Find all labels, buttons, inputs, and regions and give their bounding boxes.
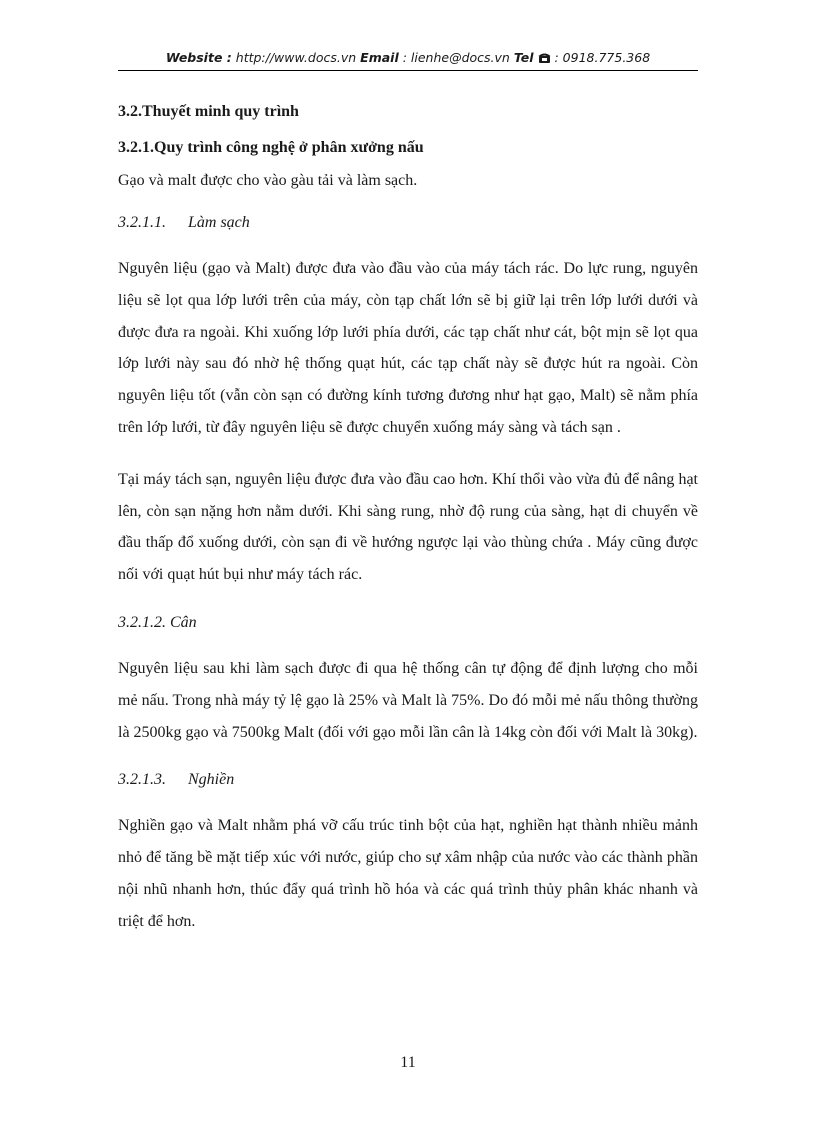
tel-label: Tel (513, 50, 534, 65)
paragraph: Nghiền gạo và Malt nhằm phá vỡ cấu trúc tinh bột của hạt, nghiền hạt thành nhiều mảnh nhỏ để tăng bề mặt tiếp xúc với nước, giúp cho sự xâm nhập của nước vào các thành phần nội nhũ nhanh hơn, thúc đẩy quá trình hồ hóa và các quá trình thủy phân khác nhanh và triệt để hơn. (118, 817, 698, 930)
subsection-heading (118, 770, 698, 790)
website-label: Website : (165, 50, 232, 65)
subsection-number: 3.2.1.1. (118, 214, 166, 231)
email-label: Email (360, 50, 399, 65)
subsection-title: Cân (170, 613, 197, 631)
subsection-number: 3.2.1.3. (118, 771, 166, 789)
page-number: 11 (400, 1054, 416, 1071)
phone-icon (538, 52, 551, 67)
section-intro: Gạo và malt được cho vào gàu tải và làm sạch. (118, 172, 418, 189)
document-body (118, 102, 698, 938)
subsection-heading (118, 613, 698, 633)
phone-number: : 0918.775.368 (554, 50, 651, 65)
section-subtitle: 3.2.1.Quy trình công nghệ ở phân xưởng nấu (118, 139, 424, 156)
subsection-heading (118, 213, 698, 233)
section-title: 3.2.Thuyết minh quy trình (118, 103, 299, 120)
paragraph: Nguyên liệu sau khi làm sạch được đi qua hệ thống cân tự động để định lượng cho mỗi mẻ nấu. Trong nhà máy tỷ lệ gạo là 25% và Malt là 75%. Do đó mỗi mẻ nấu thông thường là 2500kg gạo và 7500kg Malt (đối với gạo mỗi lần cân là 14kg còn đối với Malt là 30kg). (118, 659, 698, 741)
website-url[interactable]: http://www.docs.vn (235, 50, 357, 65)
page-header (118, 50, 698, 67)
subsection-title: Nghiền (188, 771, 235, 789)
subsection-number: 3.2.1.2. (118, 613, 166, 631)
subsection-title: Làm sạch (188, 214, 250, 231)
paragraph: Tại máy tách sạn, nguyên liệu được đưa vào đầu cao hơn. Khí thổi vào vừa đủ để nâng hạt lên, còn sạn nặng hơn nằm dưới. Khi sàng rung, nhờ độ rung của sàng, hạt di chuyển về đầu thấp đổ xuống dưới, còn sạn đi về hướng ngược lại vào thùng chứa . Máy cũng được nối với quạt hút bụi như máy tách rác. (118, 470, 698, 584)
paragraph: Nguyên liệu (gạo và Malt) được đưa vào đầu vào của máy tách rác. Do lực rung, nguyên liệu sẽ lọt qua lớp lưới trên của máy, còn tạp chất lớn sẽ bị giữ lại trên lớp lưới dưới và được đưa ra ngoài. Khi xuống lớp lưới phía dưới, các tạp chất như cát, bột mịn sẽ lọt qua lớp lưới này sau đó nhờ hệ thống quạt hút, các tạp chất này sẽ được hút ra ngoài. Còn nguyên liệu tốt (vẫn còn sạn có đường kính tương đương như hạt gạo, Malt) sẽ nằm phía trên lớp lưới, từ đây nguyên liệu sẽ được chuyển xuống máy sàng và tách sạn . (118, 260, 698, 436)
email-address[interactable]: : lienhe@docs.vn (402, 50, 510, 65)
header-divider (118, 70, 698, 71)
